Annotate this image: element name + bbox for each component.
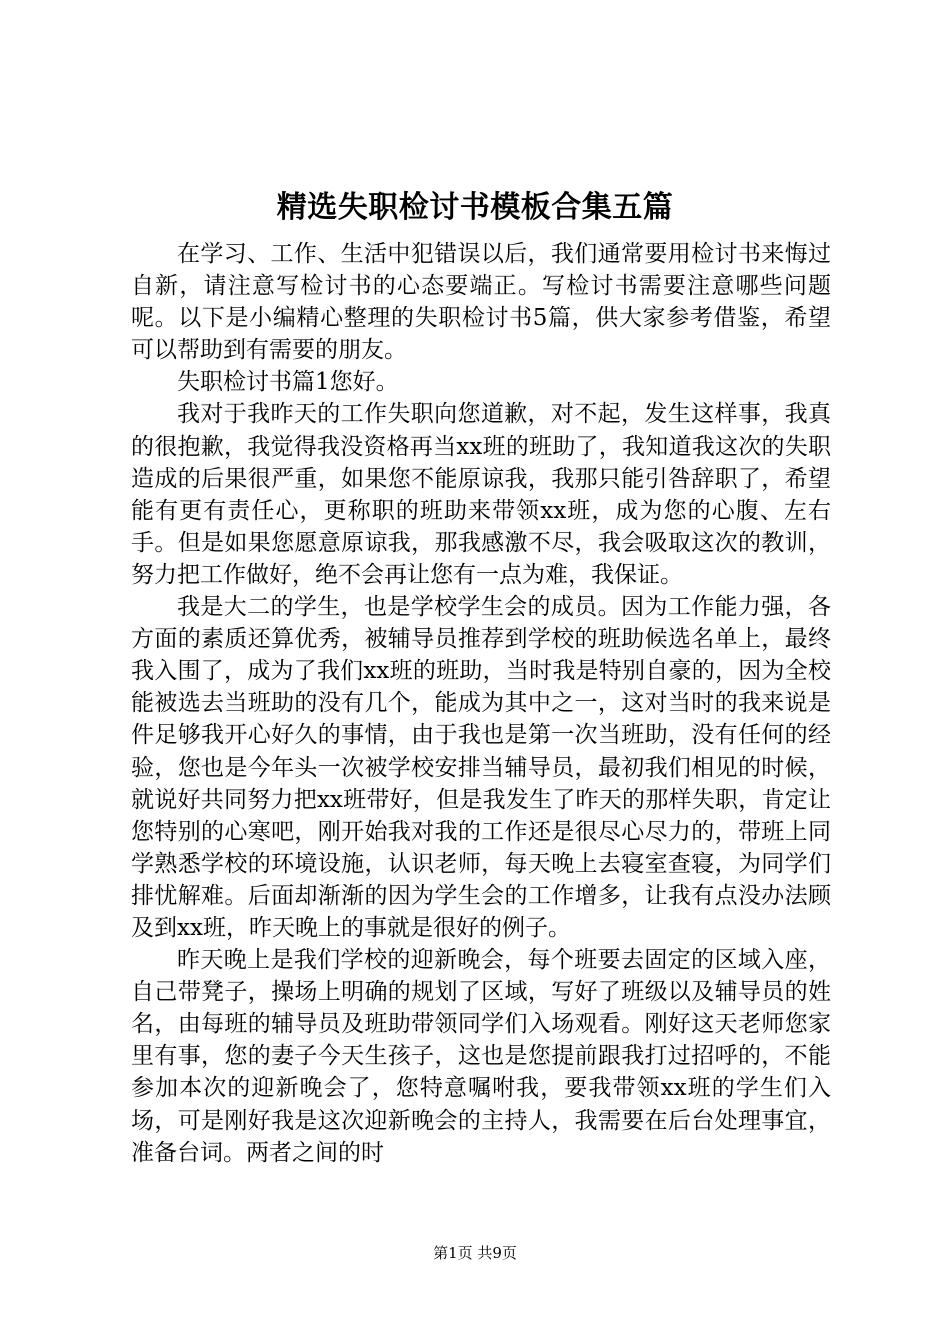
paragraph-incident: 昨天晚上是我们学校的迎新晚会，每个班要去固定的区域入座，自己带凳子，操场上明确的规划了区域，写好了班级以及辅导员的姓名，由每班的辅导员及班助带领同学们入场观看。刚好这天老师您家里有事，您的妻子今天生孩子，这也是您提前跟我打过招呼的，不能参加本次的迎新晚会了，您特意嘱咐我，要我带领xx班的学生们入场，可是刚好我是这次迎新晚会的主持人，我需要在后台处理事宜，准备台词。两者之间的时 — [131, 947, 831, 1166]
paragraph-section-heading: 失职检讨书篇1您好。 — [177, 369, 399, 396]
paragraph-intro: 在学习、工作、生活中犯错误以后，我们通常要用检讨书来悔过自新，请注意写检讨书的心态要端正。写检讨书需要注意哪些问题呢。以下是小编精心整理的失职检讨书5篇，供大家参考借鉴，希望可以帮助到有需要的朋友。 — [131, 241, 831, 364]
paragraph-apology: 我对于我昨天的工作失职向您道歉，对不起，发生这样事，我真的很抱歉，我觉得我没资格再当xx班的班助了，我知道我这次的失职造成的后果很严重，如果您不能原谅我，我那只能引咎辞职了，希望能有更有责任心，更称职的班助来带领xx班，成为您的心腹、左右手。但是如果您愿意原谅我，那我感激不尽，我会吸取这次的教训，努力把工作做好，绝不会再让您有一点为难，我保证。 — [131, 401, 831, 588]
document-title: 精选失职检讨书模板合集五篇 — [276, 190, 674, 225]
document-body — [131, 238, 831, 1169]
paragraph-background: 我是大二的学生，也是学校学生会的成员。因为工作能力强，各方面的素质还算优秀，被辅导员推荐到学校的班助候选名单上，最终我入围了，成为了我们xx班的班助，当时我是特别自豪的，因为全校能被选去当班助的没有几个，能成为其中之一，这对当时的我来说是件足够我开心好久的事情，由于我也是第一次当班助，没有任何的经验，您也是今年头一次被学校安排当辅导员，最初我们相见的时候，就说好共同努力把xx班带好，但是我发生了昨天的那样失职，肯定让您特别的心寒吧，刚开始我对我的工作还是很尽心尽力的，带班上同学熟悉学校的环境设施，认识老师，每天晚上去寝室查寝，为同学们排忧解难。后面却渐渐的因为学生会的工作增多，让我有点没办法顾及到xx班，昨天晚上的事就是很好的例子。 — [131, 594, 831, 941]
page-footer: 第1页 共9页 — [433, 1244, 517, 1262]
